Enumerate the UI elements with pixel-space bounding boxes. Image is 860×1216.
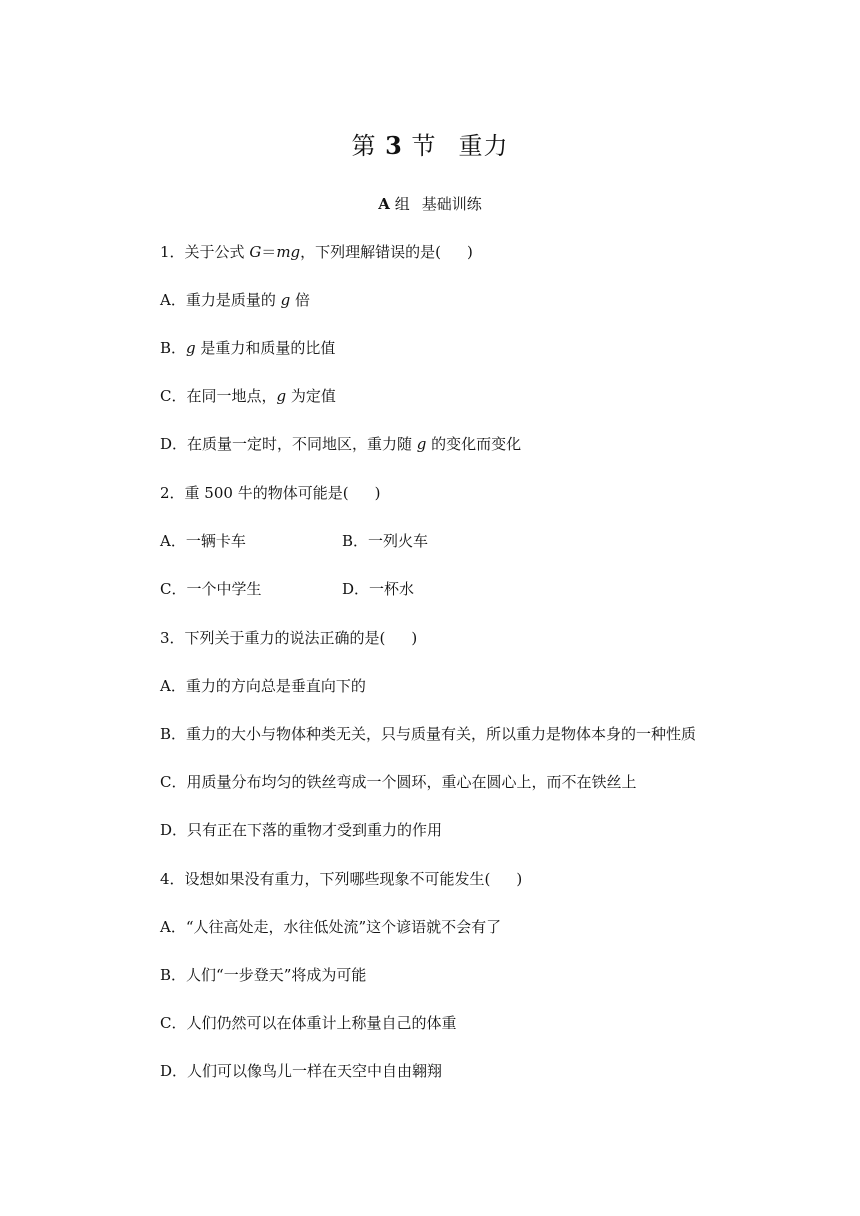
question-2-option-d: D．一杯水 bbox=[342, 580, 415, 598]
question-3-option-c: C．用质量分布均匀的铁丝弯成一个圆环，重心在圆心上，而不在铁丝上 bbox=[160, 773, 637, 791]
question-4-option-c: C．人们仍然可以在体重计上称量自己的体重 bbox=[160, 1014, 457, 1032]
question-3-option-a: A．重力的方向总是垂直向下的 bbox=[160, 677, 366, 695]
section-name: 基础训练 bbox=[421, 195, 482, 213]
title-number: 3 bbox=[385, 131, 403, 160]
question-2-option-a: A．一辆卡车 bbox=[160, 532, 246, 550]
question-1-option-d: D．在质量一定时，不同地区，重力随 g 的变化而变化 bbox=[160, 435, 522, 453]
section-heading bbox=[0, 193, 860, 215]
page-title bbox=[0, 130, 860, 162]
question-4-option-a: A．“人往高处走，水往低处流”这个谚语就不会有了 bbox=[160, 918, 502, 936]
question-3-stem: 3．下列关于重力的说法正确的是( ) bbox=[160, 629, 418, 647]
question-1-stem: 1．关于公式 G＝mg，下列理解错误的是( ) bbox=[160, 243, 473, 261]
title-name: 重力 bbox=[458, 132, 509, 160]
section-group-word: 组 bbox=[394, 195, 410, 213]
title-suffix: 节 bbox=[411, 132, 437, 160]
question-1-option-c: C．在同一地点，g 为定值 bbox=[160, 387, 336, 405]
formula-g-symbol: G bbox=[249, 243, 262, 261]
question-2-option-b: B．一列火车 bbox=[342, 532, 429, 550]
formula-mg-symbol: mg bbox=[276, 243, 301, 261]
question-1-option-a: A．重力是质量的 g 倍 bbox=[160, 291, 310, 309]
question-2-option-c: C．一个中学生 bbox=[160, 580, 262, 598]
question-3-option-d: D．只有正在下落的重物才受到重力的作用 bbox=[160, 821, 443, 839]
section-group-letter: A bbox=[378, 195, 390, 213]
question-2-options-row-2 bbox=[160, 578, 415, 600]
question-4-option-b: B．人们“一步登天”将成为可能 bbox=[160, 966, 367, 984]
question-2-options-row-1 bbox=[160, 530, 429, 552]
title-prefix: 第 bbox=[351, 132, 377, 160]
question-4-option-d: D．人们可以像鸟儿一样在天空中自由翱翔 bbox=[160, 1062, 443, 1080]
question-4-stem: 4．设想如果没有重力，下列哪些现象不可能发生( ) bbox=[160, 870, 523, 888]
question-2-stem: 2．重 500 牛的物体可能是( ) bbox=[160, 484, 381, 502]
question-3-option-b: B．重力的大小与物体种类无关，只与质量有关，所以重力是物体本身的一种性质 bbox=[160, 725, 697, 743]
question-1-option-b: B．g 是重力和质量的比值 bbox=[160, 339, 336, 357]
